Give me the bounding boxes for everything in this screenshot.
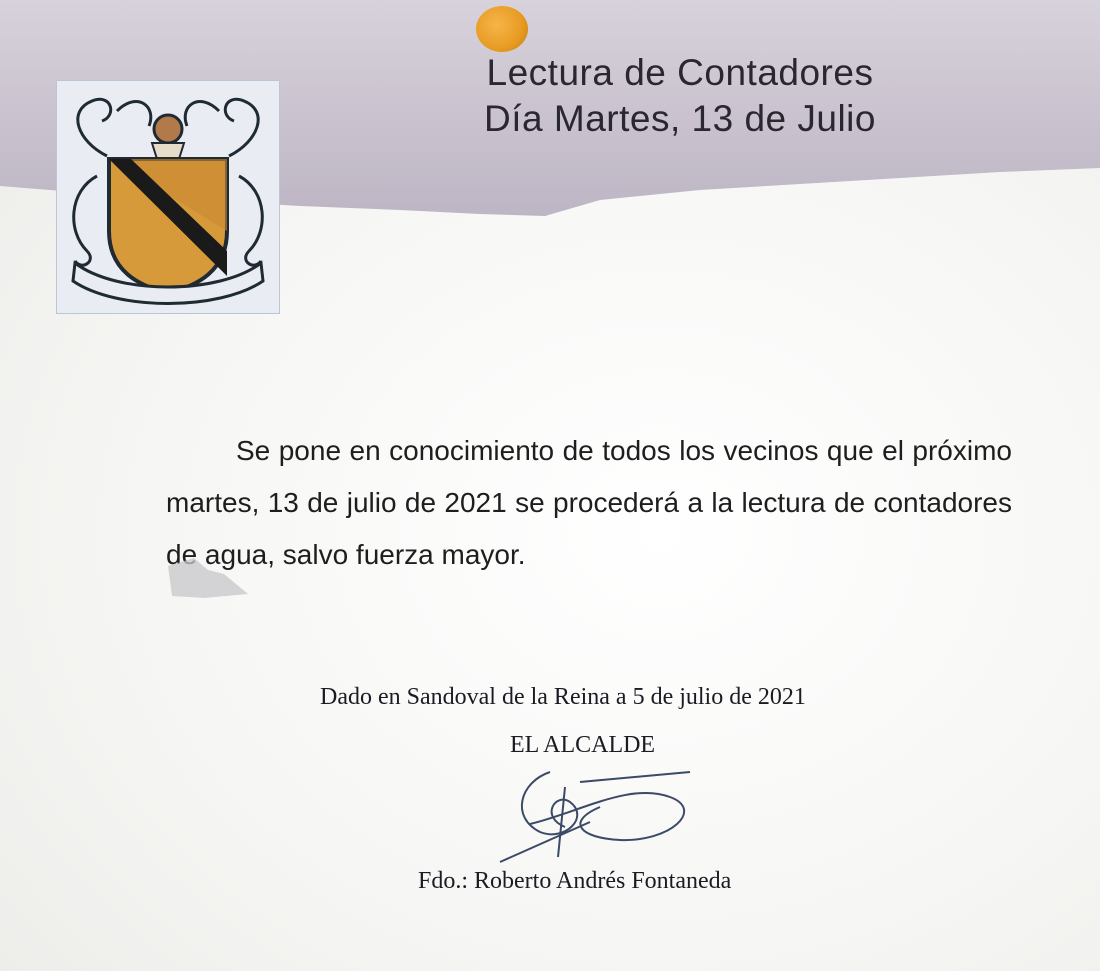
notice-title-line-2: Día Martes, 13 de Julio (484, 98, 876, 139)
notice-title-line-1: Lectura de Contadores (486, 52, 874, 93)
given-line: Dado en Sandoval de la Reina a 5 de julio de 2021 (320, 684, 806, 710)
handwritten-signature (470, 762, 710, 872)
mayor-title: EL ALCALDE (510, 732, 656, 758)
paper-tear-mark (164, 552, 254, 602)
signed-by-line: Fdo.: Roberto Andrés Fontaneda (418, 868, 732, 894)
coat-of-arms (56, 80, 280, 314)
push-pin (476, 6, 528, 52)
notice-body: Se pone en conocimiento de todos los vecinos que el próximo martes, 13 de julio de 2021 se procederá a la lectura de contadores de agua, salvo fuerza mayor. (166, 435, 1012, 570)
